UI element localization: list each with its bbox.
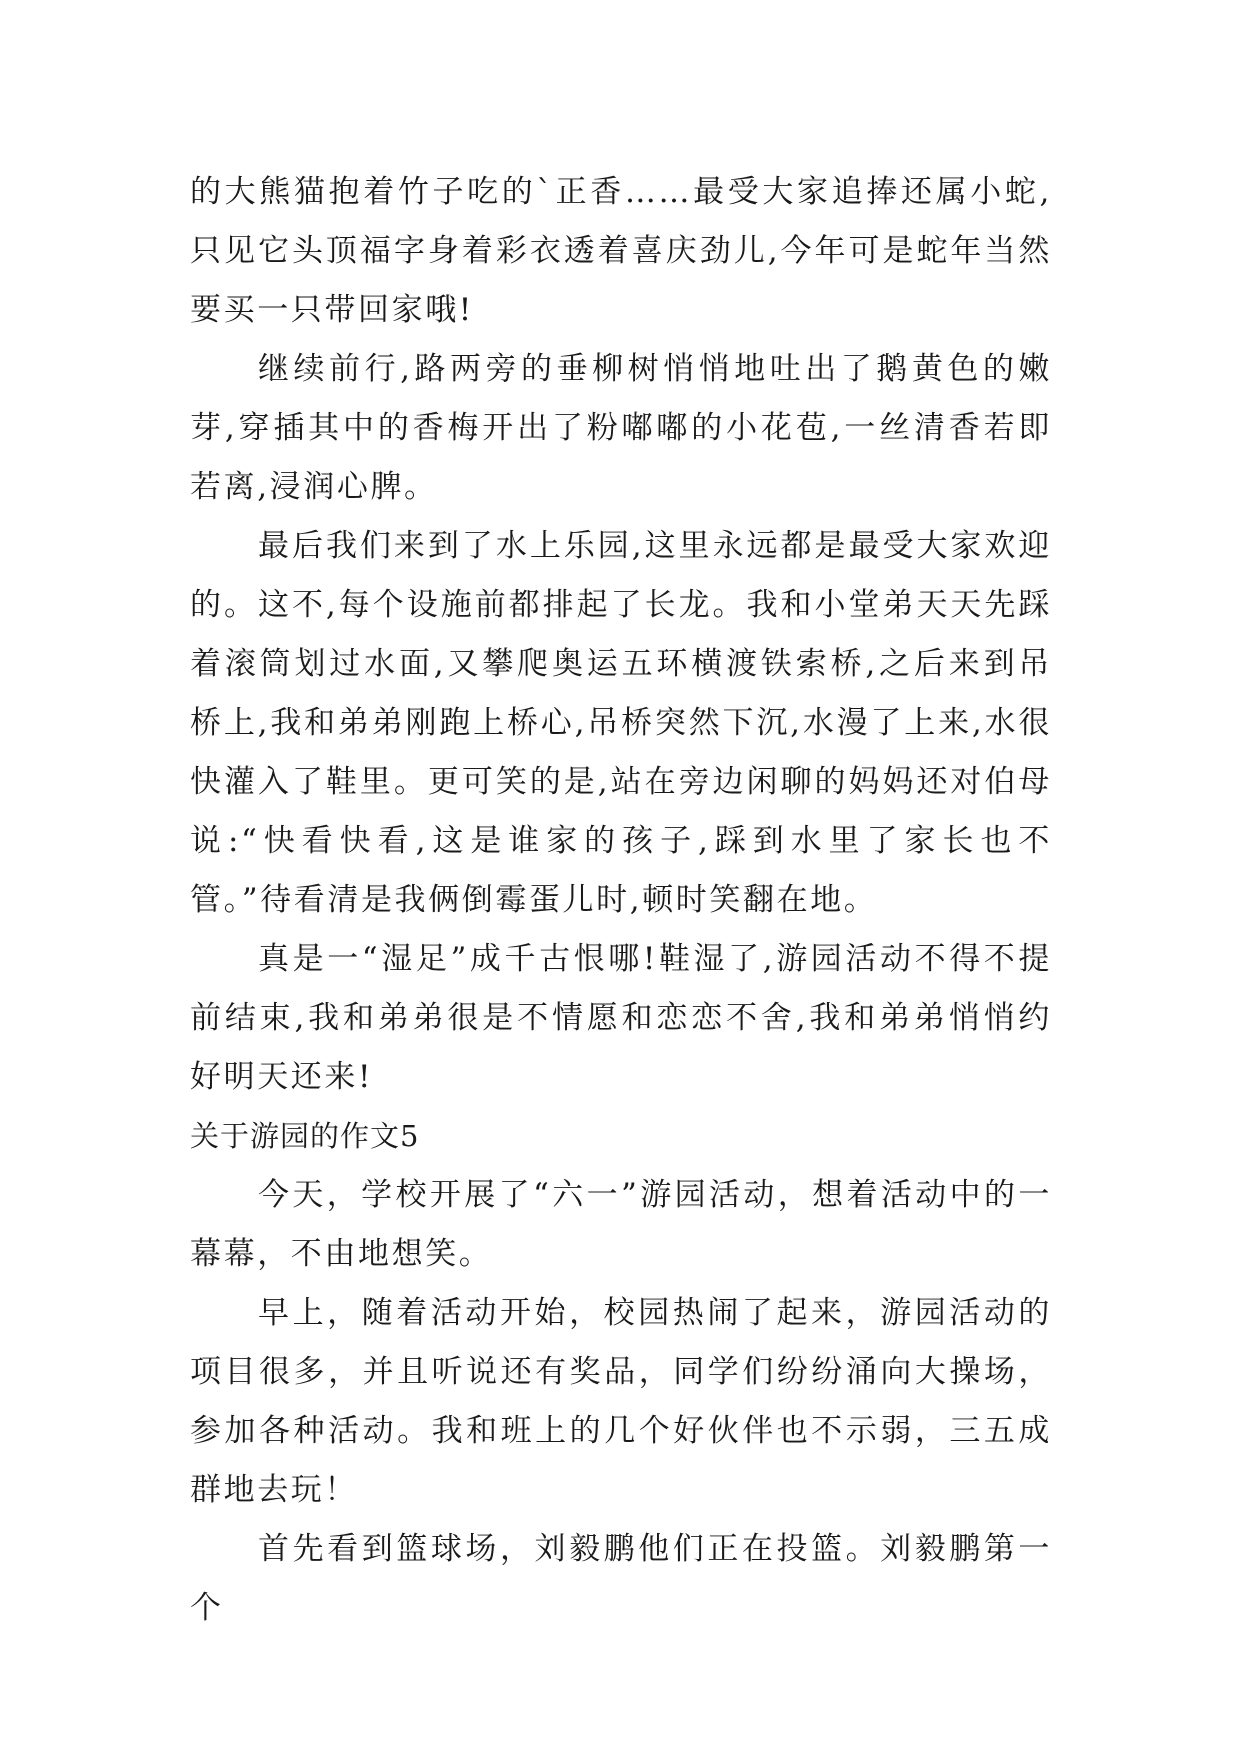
paragraph-4: 真是一“湿足”成千古恨哪!鞋湿了,游园活动不得不提前结束,我和弟弟很是不情愿和恋恋不舍,我和弟弟悄悄约好明天还来!: [190, 941, 1052, 1095]
document-page: [190, 163, 1052, 1638]
paragraph-7: 首先看到篮球场，刘毅鹏他们正在投篮。刘毅鹏第一个: [190, 1531, 1052, 1626]
paragraph-5: 今天，学校开展了“六一”游园活动，想着活动中的一幕幕，不由地想笑。: [190, 1177, 1052, 1272]
paragraph-3: 最后我们来到了水上乐园,这里永远都是最受大家欢迎的。这不,每个设施前都排起了长龙。我和小堂弟天天先踩着滚筒划过水面,又攀爬奥运五环横渡铁索桥,之后来到吊桥上,我和弟弟刚跑上桥心,吊桥突然下沉,水漫了上来,水很快灌入了鞋里。更可笑的是,站在旁边闲聊的妈妈还对伯母说:“快看快看,这是谁家的孩子,踩到水里了家长也不管。”待看清是我俩倒霉蛋儿时,顿时笑翻在地。: [190, 528, 1052, 918]
paragraph-2: 继续前行,路两旁的垂柳树悄悄地吐出了鹅黄色的嫩芽,穿插其中的香梅开出了粉嘟嘟的小花苞,一丝清香若即若离,浸润心脾。: [190, 351, 1052, 505]
paragraph-1: 的大熊猫抱着竹子吃的`正香……最受大家追捧还属小蛇,只见它头顶福字身着彩衣透着喜庆劲儿,今年可是蛇年当然要买一只带回家哦!: [190, 174, 1052, 328]
section-heading: 关于游园的作文5: [190, 1119, 420, 1153]
paragraph-6: 早上，随着活动开始，校园热闹了起来，游园活动的项目很多，并且听说还有奖品，同学们纷纷涌向大操场，参加各种活动。我和班上的几个好伙伴也不示弱，三五成群地去玩！: [190, 1295, 1052, 1508]
